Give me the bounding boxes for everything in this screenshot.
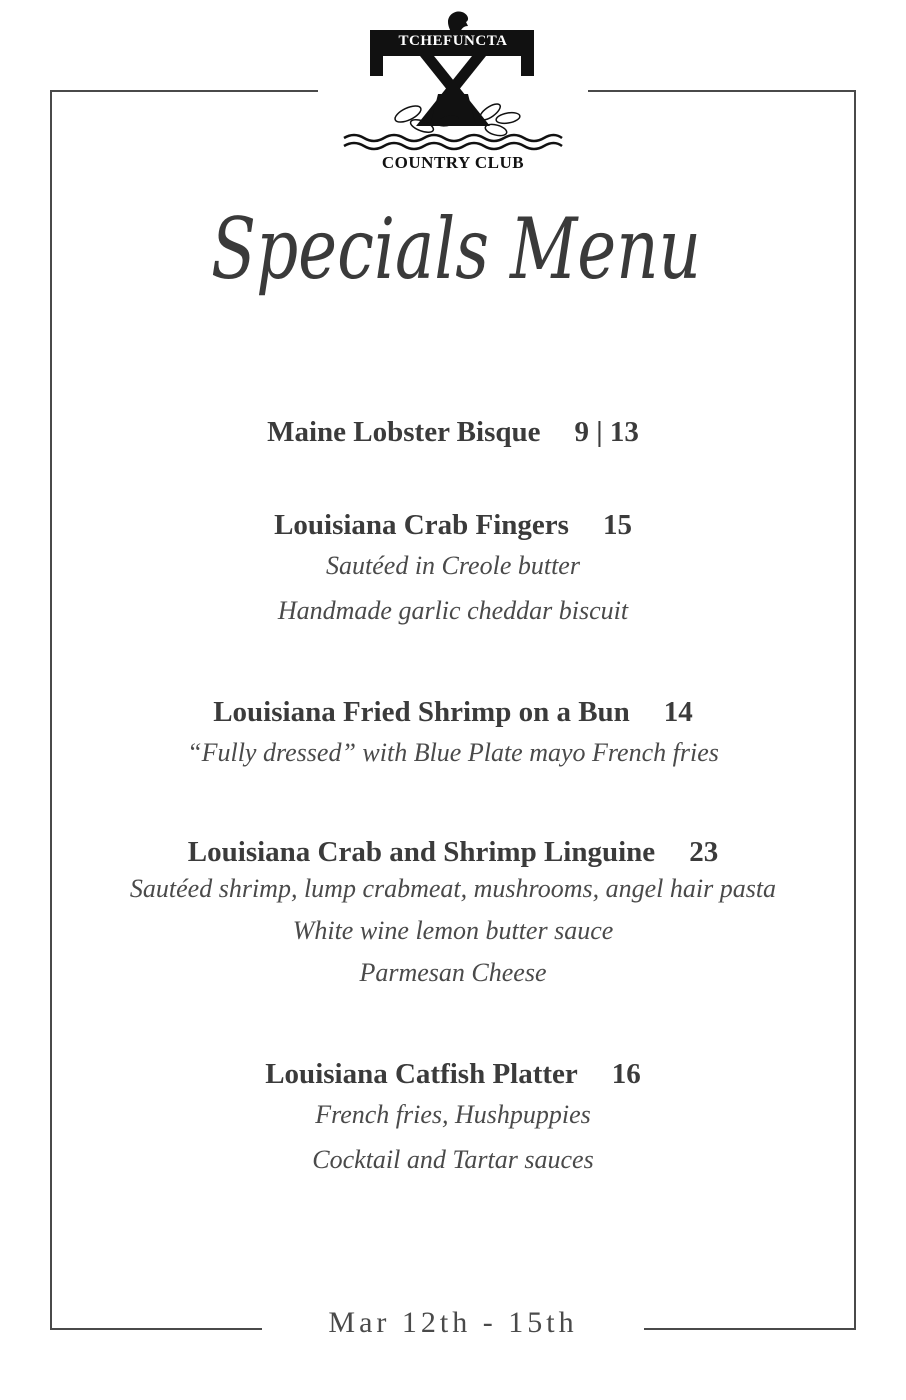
menu-item-4 [52,1058,854,1175]
date-range: Mar 12th - 15th [328,1306,578,1339]
menu-item-name: Louisiana Crab and Shrimp Linguine [187,836,656,868]
menu-item-detail: Parmesan Cheese [359,958,547,987]
menu-item-detail: French fries, Hushpuppies [315,1100,591,1129]
page-title-text: Specials Menu [211,200,701,298]
menu-item-1 [52,509,854,626]
menu-item-name: Maine Lobster Bisque [267,416,541,448]
menu-item-detail: “Fully dressed” with Blue Plate mayo French fries [187,738,719,767]
menu-item-detail: Handmade garlic cheddar biscuit [277,596,629,625]
menu-item-detail: Sautéed in Creole butter [326,551,580,580]
menu-item-price: 23 [689,836,719,868]
menu-item-title [52,696,854,729]
menu-item-detail: Sautéed shrimp, lump crabmeat, mushrooms, angel hair pasta [129,874,777,903]
menu-item-price: 16 [611,1058,641,1090]
menu-item-name: Louisiana Fried Shrimp on a Bun [213,696,630,728]
frame-right [854,90,856,1330]
menu-item-price: 14 [663,696,693,728]
menu-item-price: 15 [602,509,632,541]
menu-item-title [52,1058,854,1091]
frame-top-left [50,90,318,92]
menu-item-price: 9 | 13 [574,416,639,448]
menu-item-title [52,836,854,869]
menu-item-title [52,416,854,449]
frame-top-right [588,90,856,92]
logo-caption: COUNTRY CLUB [381,153,525,172]
menu-item-title [52,509,854,542]
menu-item-0 [52,416,854,449]
logo-brand-text: TCHEFUNCTA [398,33,508,49]
menu-item-detail: White wine lemon butter sauce [292,916,614,945]
frame-bottom-right [644,1328,856,1330]
menu-item-detail: Cocktail and Tartar sauces [312,1145,594,1174]
menu-item-name: Louisiana Catfish Platter [265,1058,578,1090]
frame-bottom-left [50,1328,262,1330]
menu-item-name: Louisiana Crab Fingers [274,509,569,541]
menu-item-2 [52,696,854,768]
page-title [196,186,716,346]
menu-item-3 [52,836,854,988]
